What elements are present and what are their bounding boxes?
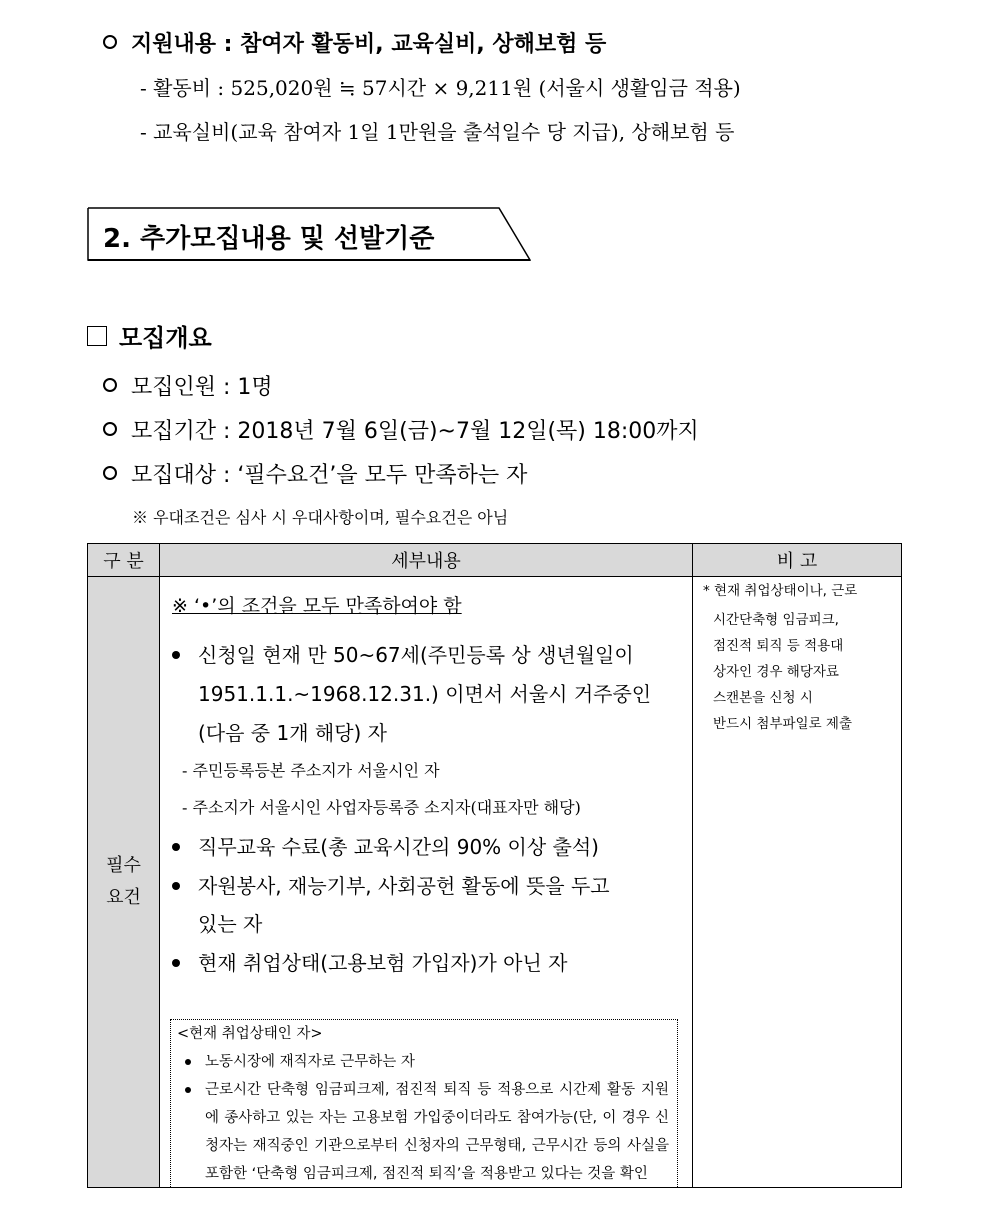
- list-item: 근로시간 단축형 임금피크제, 점진적 퇴직 등 적용으로 시간제 활동 지원에 종사하고 있는 자는 고용보험 가입중이더라도 참여가능(단, 이 경우 신청자는 재직중인 기관으로부터 신청자의 근무형태, 근무시간 등의 사실을 포함한 ‘단축형 임금피크제, 점진적 퇴직’을 적용받고 있다는 것을 확인: [171, 1076, 677, 1188]
- header-remarks: 비 고: [693, 544, 902, 577]
- support-line-education: - 교육실비(교육 참여자 1일 1만원을 출석일수 당 지급), 상해보험 등: [140, 120, 735, 144]
- requirement-age-cont1: 1951.1.1.~1968.12.31.) 이면서 서울시 거주중인: [198, 682, 652, 706]
- requirement-employment: 현재 취업상태(고용보험 가입자)가 아닌 자: [172, 947, 567, 976]
- overview-target: 모집대상 : ‘필수요건’을 모두 만족하는 자: [103, 458, 527, 489]
- requirement-training: 직무교육 수료(총 교육시간의 90% 이상 출석): [172, 831, 599, 860]
- circle-bullet-icon: [103, 422, 117, 436]
- bullet-icon: [185, 1087, 191, 1093]
- circle-bullet-icon: [103, 35, 117, 49]
- remark-line: * 현재 취업상태이나, 근로: [703, 583, 858, 599]
- details-cell: [160, 577, 693, 1188]
- remark-line: 시간단축형 임금피크,: [713, 612, 839, 628]
- requirement-sub-1: - 주민등록등본 주소지가 서울시인 자: [182, 761, 440, 780]
- list-item: 노동시장에 재직자로 근무하는 자: [171, 1048, 677, 1076]
- category-cell: 필수 요건: [88, 577, 160, 1188]
- employment-box-title: <현재 취업상태인 자>: [177, 1026, 323, 1042]
- remark-line: 상자인 경우 해당자료: [713, 664, 839, 680]
- section-title-box: [87, 207, 531, 261]
- table-row: [88, 577, 902, 1188]
- remark-line: 반드시 첨부파일로 제출: [713, 716, 852, 732]
- support-line-activity: - 활동비 : 525,020원 ≒ 57시간 × 9,211원 (서울시 생활임금 적용): [140, 76, 741, 100]
- requirement-volunteer: 자원봉사, 재능기부, 사회공헌 활동에 뜻을 두고: [172, 870, 610, 899]
- remarks-cell: [693, 577, 902, 1188]
- overview-footnote: ※ 우대조건은 심사 시 우대사항이며, 필수요건은 아님: [132, 508, 509, 527]
- overview-count: 모집인원 : 1명: [103, 370, 273, 401]
- requirement-sub-2: - 주소지가 서울시인 사업자등록증 소지자(대표자만 해당): [182, 798, 581, 817]
- header-details: 세부내용: [160, 544, 693, 577]
- overview-heading: 모집개요: [87, 318, 212, 353]
- remark-line: 점진적 퇴직 등 적용대: [713, 638, 844, 654]
- header-category: 구 분: [88, 544, 160, 577]
- circle-bullet-icon: [103, 466, 117, 480]
- section-title: 2. 추가모집내용 및 선발기준: [103, 224, 435, 254]
- requirement-age: 신청일 현재 만 50~67세(주민등록 상 생년월일이: [172, 639, 634, 668]
- bullet-icon: [185, 1059, 191, 1065]
- requirements-table: [87, 543, 902, 1188]
- remark-line: 스캔본을 신청 시: [713, 690, 813, 706]
- bullet-icon: [172, 882, 180, 890]
- table-header-row: [88, 544, 902, 577]
- employment-status-box: [170, 1019, 678, 1188]
- circle-bullet-icon: [103, 378, 117, 392]
- bullet-icon: [172, 651, 180, 659]
- condition-note: ※ ‘•’의 조건을 모두 만족하여야 함: [172, 595, 462, 617]
- checkbox-square-icon: [87, 326, 107, 346]
- requirement-age-cont2: (다음 중 1개 해당) 자: [198, 721, 387, 745]
- support-heading: 지원내용 : 참여자 활동비, 교육실비, 상해보험 등: [103, 27, 606, 58]
- bullet-icon: [172, 843, 180, 851]
- requirement-volunteer-cont: 있는 자: [198, 912, 263, 936]
- bullet-icon: [172, 959, 180, 967]
- overview-period: 모집기간 : 2018년 7월 6일(금)~7월 12일(목) 18:00까지: [103, 414, 699, 445]
